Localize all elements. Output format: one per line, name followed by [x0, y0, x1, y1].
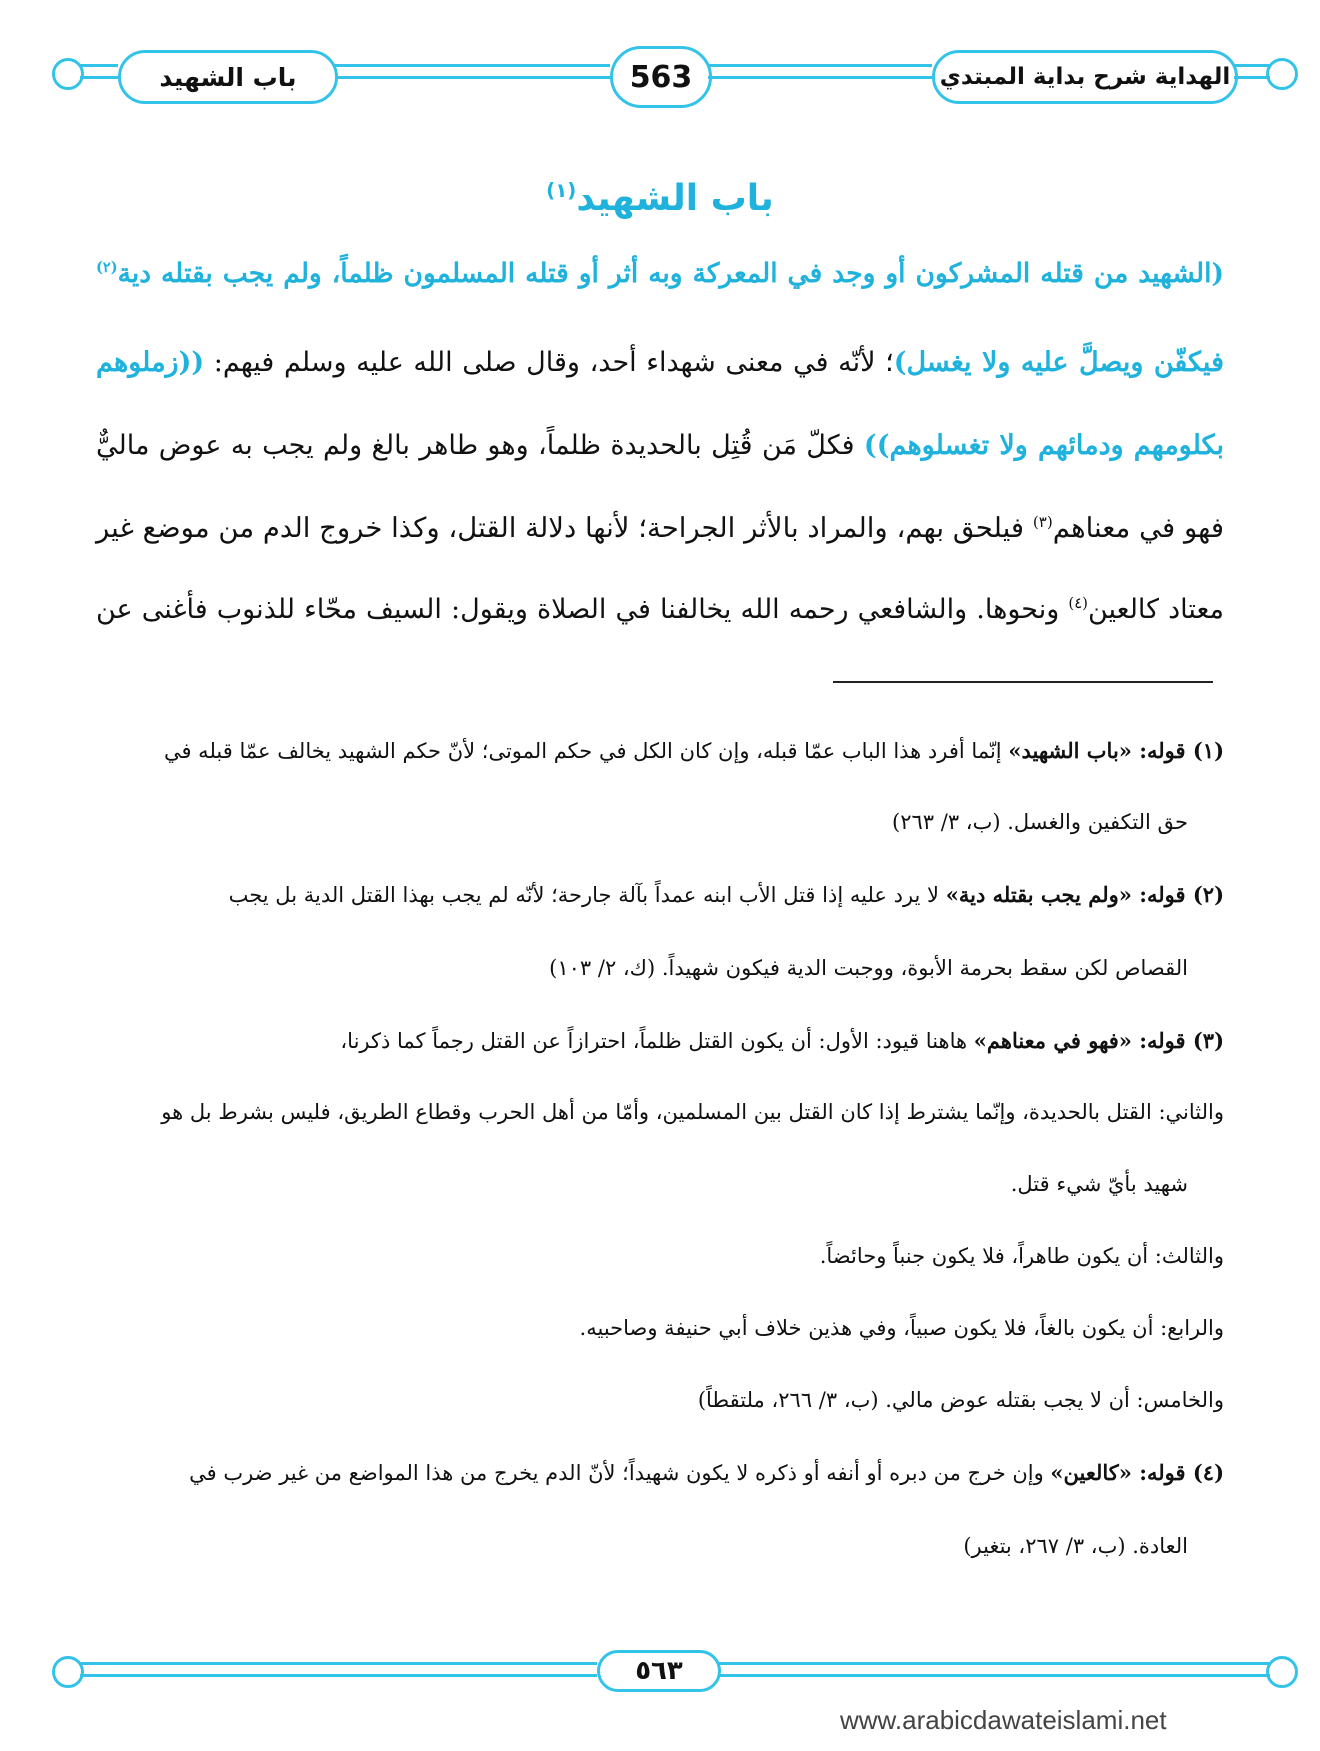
main-line-3: بكلومهم ودمائهم ولا تغسلوهم)) فكلّ مَن قُتِل بالحديدة ظلماً، وهو طاهر بالغ ولم يجب به عوض ماليٌّ: [96, 430, 1224, 461]
footnote-2-cont: القصاص لكن سقط بحرمة الأبوة، ووجبت الدية فيكون شهيداً. (ك، ٢/ ١٠٣): [549, 956, 1188, 980]
scroll-ornament-right: [1266, 58, 1298, 90]
footnote-1-cont: حق التكفين والغسل. (ب، ٣/ ٢٦٣): [892, 810, 1188, 834]
footer-page-pill: [597, 1650, 721, 1692]
header-page-number: 563: [629, 59, 693, 95]
header-book-title: الهداية شرح بداية المبتدي: [939, 64, 1231, 90]
main-line-1: (الشهيد من قتله المشركون أو وجد في المعركة وبه أثر أو قتله المسلمون ظلماً، ولم يجب بقتله دية$^{(٢)}$: [96, 258, 1224, 289]
footer-page-number: ٥٦٣: [635, 1656, 683, 1686]
footnote-separator: [833, 681, 1213, 683]
footer-ornament-right: [1266, 1656, 1298, 1688]
footnote-3-third: والثالث: أن يكون طاهراً، فلا يكون جنباً وحائضاً.: [819, 1244, 1224, 1268]
footnote-1: (١) قوله: «باب الشهيد» إنّما أفرد هذا الباب عمّا قبله، وإن كان الكل في حكم الموتى؛ لأنّ حكم الشهيد يخالف عمّا قبله في: [163, 738, 1224, 763]
footnote-2: (٢) قوله: «ولم يجب بقتله دية» لا يرد عليه إذا قتل الأب ابنه عمداً بآلة جارحة؛ لأنّه لم يجب بهذا القتل الدية بل يجب: [228, 882, 1224, 907]
footnote-3-fourth: والرابع: أن يكون بالغاً، فلا يكون صبياً، وفي هذين خلاف أبي حنيفة وصاحبيه.: [579, 1316, 1224, 1340]
title-footnote-ref: (١): [546, 179, 577, 202]
footnote-3-second: والثاني: القتل بالحديدة، وإنّما يشترط إذا كان القتل بين المسلمين، وأمّا من أهل الحرب وقطاع الطريق، فليس بشرط بل هو: [161, 1100, 1224, 1124]
footnote-4-cont: العادة. (ب، ٣/ ٢٦٧، بتغير): [963, 1534, 1188, 1558]
header-chapter: باب الشهيد: [159, 62, 297, 92]
footnote-3: (٣) قوله: «فهو في معناهم» هاهنا قيود: الأول: أن يكون القتل ظلماً، احترازاً عن القتل رجماً كما ذكرنا،: [340, 1028, 1224, 1053]
scroll-ornament-left: [52, 58, 84, 90]
title-text: باب الشهيد: [576, 178, 774, 219]
main-line-4: فهو في معناهم$^{(٣)}$ فيلحق بهم، والمراد بالأثر الجراحة؛ لأنها دلالة القتل، وكذا خروج الدم من موضع غير: [96, 512, 1224, 544]
website-url[interactable]: www.arabicdawateislami.net: [840, 1705, 1167, 1735]
footnote-3-second-cont: شهيد بأيّ شيء قتل.: [1010, 1172, 1188, 1196]
footnote-3-fifth: والخامس: أن لا يجب بقتله عوض مالي. (ب، ٣/ ٢٦٦، ملتقطاً): [697, 1388, 1224, 1412]
main-line-2: فيكفّن ويصلَّ عليه ولا يغسل)؛ لأنّه في معنى شهداء أحد، وقال صلى الله عليه وسلم فيهم: ((زملوهم: [96, 347, 1224, 378]
footnote-4: (٤) قوله: «كالعين» وإن خرج من دبره أو أنفه أو ذكره لا يكون شهيداً؛ لأنّ الدم يخرج من هذا المواضع من غير ضرب في: [189, 1460, 1224, 1485]
main-text: [96, 0, 1224, 640]
main-line-5: معتاد كالعين$^{(٤)}$ ونحوها. والشافعي رحمه الله يخالفنا في الصلاة ويقول: السيف محّاء للذنوب فأغنى عن: [96, 594, 1224, 625]
footer-ornament-left: [52, 1656, 84, 1688]
